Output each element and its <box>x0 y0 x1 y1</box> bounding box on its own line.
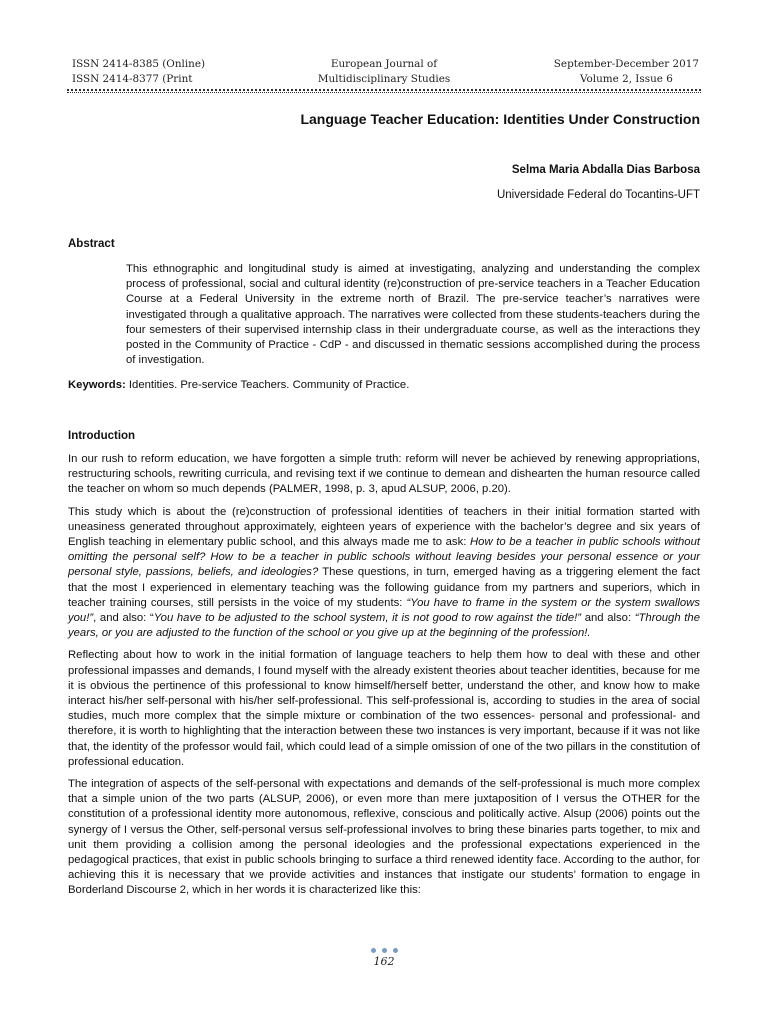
p2-text-c: These questions, in turn, emerged having as a triggering element the fact that the most I experienced in elementary teaching was the following guidance from my partners and superiors, which in teacher training courses, still persists in the voice of my students: <box>68 566 701 609</box>
introduction-heading: Introduction <box>68 430 136 442</box>
header-divider <box>67 89 701 93</box>
author-name: Selma Maria Abdalla Dias Barbosa <box>511 164 700 176</box>
p2-text-a: This study which is about the (re)construction of professional identities of teachers in their initial formation started with uneasiness generated throughout approximately, eighteen years of experience with the bachelor’s degree and six years of English teaching in elementary public school, and this always made me to ask: <box>68 505 700 549</box>
page-number: 162 <box>373 955 395 968</box>
p2-text-e: , and also: “ <box>93 612 154 625</box>
paragraph-3: Reflecting about how to work in the initial formation of language teachers to help them how to deal with these and other professional impasses and demands, I found myself with the already existent theories about teacher identities, because for me it is obvious the pertinence of this professional to know himself/herself better, understand the other, and know how to make interact his/her self-personal with his/her self-professional. This self-professional is, according to studies in the area of social studies, much more complex that the simple mixture or combination of the two essences- personal and professional- and therefore, it is worth to highlighting that the interaction between these two instances is very important, because if it was not like that, the identity of the professor would fail, which could lead of a simple omission of one of the two pillars in the constitution of professional education. <box>68 649 700 768</box>
issue-block <box>554 57 699 87</box>
p2-quote-1: “You have to frame in the system or the system swallows you!” <box>68 596 700 625</box>
author-affiliation: Universidade Federal do Tocantins-UFT <box>496 189 700 201</box>
journal-name-line1: European Journal of <box>330 58 438 70</box>
p2-quote-3: “Through the years, or you are adjusted to the function of the school or you give up at the beginning of the profession!. <box>68 612 700 640</box>
page-footer <box>0 948 768 968</box>
dot-icon <box>393 948 398 953</box>
dot-icon <box>371 948 376 953</box>
keywords-text: Identities. Pre-service Teachers. Community of Practice. <box>125 379 410 391</box>
dot-icon <box>382 948 387 953</box>
issn-print: ISSN 2414-8377 (Print <box>72 73 193 85</box>
p2-question: How to be a teacher in public schools without omitting the personal self? How to be a teacher in public schools without leaving besides your personal essence or your personal style, passions, beliefs, and ideologies? <box>68 536 700 579</box>
paragraph-2 <box>68 505 700 642</box>
keywords <box>68 379 700 391</box>
paragraph-4: The integration of aspects of the self-personal with expectations and demands of the self-professional is much more complex that a simple union of the two parts (ALSUP, 2006), or even more than mere juxtaposition of I versus the OTHER for the constitution of a professional identity more autonomous, reflexive, conscious and politically active. Alsup (2006) points out the synergy of I versus the Other, self-personal versus self-professional involves to bring these binaries parts together, to mix and unit them providing a collision among the personal ideologies and the professional expectations experienced in the pedagogical practices, that exist in public schools bringing to surface a third renewed identity face. According to the author, for achieving this it is necessary that we provide activities and instances that instigate our students’ formation to engage in Borderland Discourse 2, which in her words it is characterized like this: <box>68 778 700 897</box>
keywords-label: Keywords: <box>68 379 126 391</box>
journal-header <box>68 57 700 87</box>
issn-online: ISSN 2414-8385 (Online) <box>72 58 206 70</box>
issue-date: September-December 2017 <box>553 58 699 70</box>
paper-title: Language Teacher Education: Identities Under Construction <box>300 111 700 127</box>
journal-name-line2: Multidisciplinary Studies <box>317 73 451 85</box>
footer-dots-icon <box>0 948 768 953</box>
abstract-heading: Abstract <box>68 238 115 250</box>
p2-quote-2: You have to be adjusted to the school system, it is not good to row against the tide!” <box>153 612 582 625</box>
paragraph-1: In our rush to reform education, we have forgotten a simple truth: reform will never be achieved by renewing appropriations, restructuring schools, rewriting curricula, and revising text if we continue to demean and dishearten the human resource called the teacher on whom so much depends (PALMER, 1998, p. 3, apud ALSUP, 2006, p.20). <box>68 453 700 496</box>
volume-issue: Volume 2, Issue 6 <box>579 73 673 85</box>
introduction-body <box>68 452 700 906</box>
p2-text-g: and also: <box>581 612 635 625</box>
abstract-text: This ethnographic and longitudinal study is aimed at investigating, analyzing and understanding the complex process of professional, social and cultural identity (re)construction of pre-service teachers in a Teacher Education Course at a Federal University in the extreme north of Brazil. The pre-service teacher’s narratives were investigated through a qualitative approach. The narratives were collected from these students-teachers during the four semesters of their supervised internship class in their undergraduate course, as well as the interactions they posted in the Community of Practice - CdP - and discussed in thematic sessions accomplished during the process of investigation. <box>126 263 700 367</box>
